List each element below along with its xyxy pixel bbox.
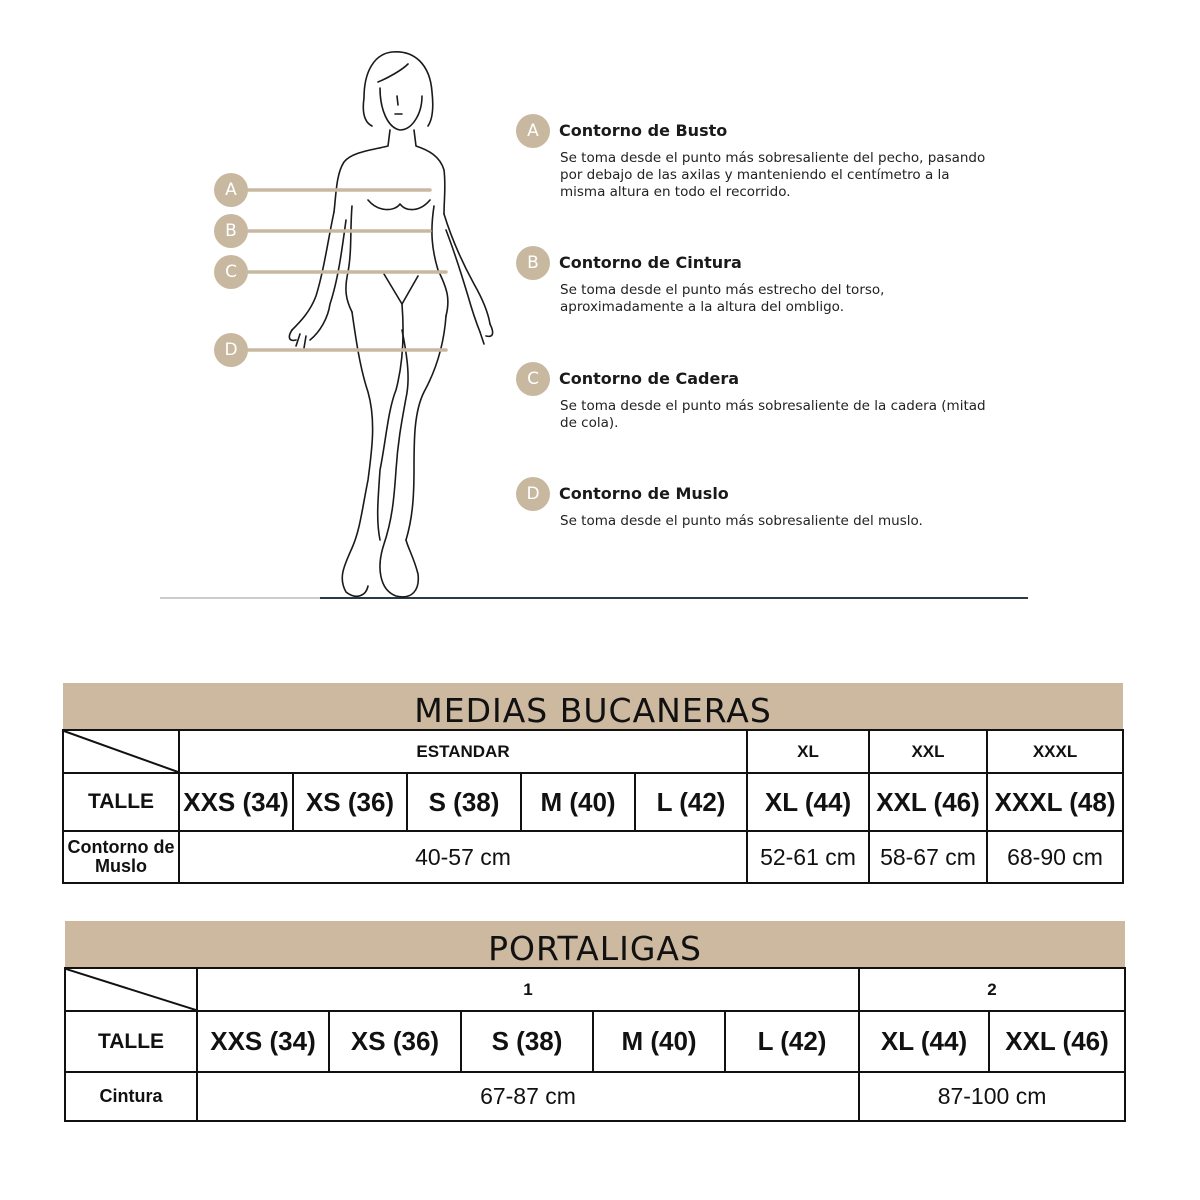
measure-cell: 87-100 cm [859,1072,1125,1121]
badge-d-figure: D [214,333,248,367]
badge-b: B [516,246,550,280]
group-xxxl: XXXL [987,730,1123,773]
group-estandar: ESTANDAR [179,730,747,773]
medias-size-table [62,683,1124,884]
measure-cell: 67-87 cm [197,1072,859,1121]
header-corner [65,968,197,1011]
measurement-description: Se toma desde el punto más sobresaliente del pecho, pasando por debajo de las axilas y manteniendo el centímetro a la misma altura en todo el recorrido. [560,150,986,200]
measurement-title: Contorno de Busto [559,121,728,140]
size-cell: XXS (34) [179,773,293,831]
group-xxl: XXL [869,730,987,773]
size-cell: XXL (46) [869,773,987,831]
measure-cell: 58-67 cm [869,831,987,883]
size-cell: S (38) [407,773,521,831]
size-cell: XXXL (48) [987,773,1123,831]
measure-cell: 40-57 cm [179,831,747,883]
measurement-description: Se toma desde el punto más sobresaliente del muslo. [560,513,923,529]
measurement-title: Contorno de Cadera [559,369,740,388]
badge-b-figure: B [214,214,248,248]
size-cell: XS (36) [329,1011,461,1072]
header-corner [63,730,179,773]
badge-c: C [516,362,550,396]
size-cell: XL (44) [747,773,869,831]
portaligas-size-table [64,921,1126,1122]
portaligas-title: PORTALIGAS [65,921,1125,968]
measure-cell: 52-61 cm [747,831,869,883]
medias-title: MEDIAS BUCANERAS [63,683,1123,730]
size-cell: XXL (46) [989,1011,1125,1072]
talle-label: TALLE [65,1011,197,1072]
size-cell: M (40) [593,1011,725,1072]
size-cell: L (42) [725,1011,859,1072]
badge-a-figure: A [214,173,248,207]
row-label-muslo: Contorno de Muslo [63,831,179,883]
talle-label: TALLE [63,773,179,831]
measurement-title: Contorno de Muslo [559,484,729,503]
badge-a: A [516,114,550,148]
group-xl: XL [747,730,869,773]
size-cell: L (42) [635,773,747,831]
badge-c-figure: C [214,255,248,289]
measurement-description: Se toma desde el punto más estrecho del torso, aproximadamente a la altura del ombligo. [560,282,885,315]
group-1: 1 [197,968,859,1011]
size-cell: S (38) [461,1011,593,1072]
measure-cell: 68-90 cm [987,831,1123,883]
size-cell: M (40) [521,773,635,831]
size-cell: XL (44) [859,1011,989,1072]
size-cell: XXS (34) [197,1011,329,1072]
measurement-description: Se toma desde el punto más sobresaliente de la cadera (mitad de cola). [560,398,986,431]
row-label-cintura: Cintura [65,1072,197,1121]
measurement-title: Contorno de Cintura [559,253,742,272]
size-cell: XS (36) [293,773,407,831]
group-2: 2 [859,968,1125,1011]
badge-d: D [516,477,550,511]
